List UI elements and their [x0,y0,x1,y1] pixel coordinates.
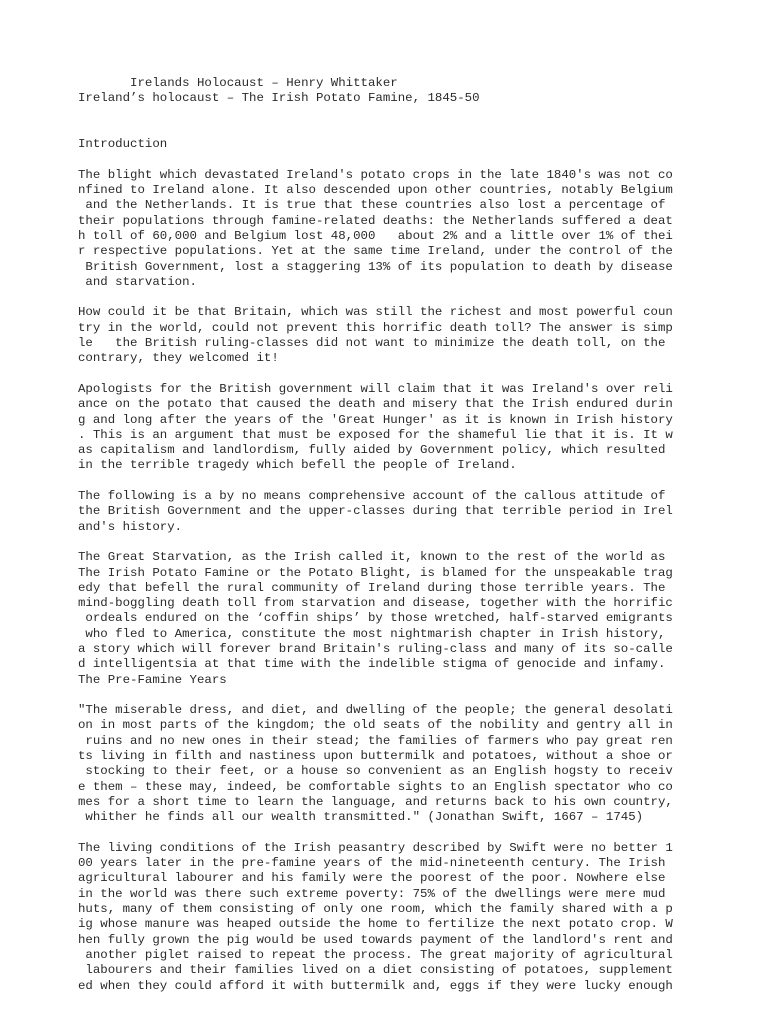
text-line: in the terrible tragedy which befell the people of Ireland. [78,458,517,473]
text-line: d intelligentsia at that time with the indelible stigma of genocide and infamy. [78,657,666,672]
paragraph [78,382,698,474]
text-line: le the British ruling-classes did not want to minimize the death toll, on the [78,336,666,351]
text-line: ig whose manure was heaped outside the home to fertilize the next potato crop. W [78,917,673,932]
text-line: on in most parts of the kingdom; the old seats of the nobility and gentry all in [78,718,673,733]
paragraph [78,168,698,290]
text-line: try in the world, could not prevent this horrific death toll? The answer is simp [78,320,673,335]
text-line: and's history. [78,519,183,534]
blank-line [78,152,698,167]
text-line: How could it be that Britain, which was still the richest and most powerful coun [78,305,673,320]
text-line: and starvation. [78,274,197,289]
blank-line [78,122,698,137]
paragraph-spacer [78,826,698,841]
text-line: mind-boggling death toll from starvation and disease, together with the horrific [78,596,673,611]
document-body [78,168,698,994]
text-line: a story which will forever brand Britain's ruling-class and many of its so-calle [78,641,673,656]
text-line: 00 years later in the pre-famine years of the mid-nineteenth century. The Irish [78,856,666,871]
document-title: Irelands Holocaust – Henry Whittaker [78,76,398,90]
paragraph [78,305,698,366]
text-line: their populations through famine-related deaths: the Netherlands suffered a deat [78,213,673,228]
paragraph-spacer [78,367,698,382]
text-line: The Great Starvation, as the Irish called it, known to the rest of the world as [78,550,666,565]
text-line: The living conditions of the Irish peasantry described by Swift were no better 1 [78,840,673,855]
text-line: The Pre-Famine Years [78,672,227,687]
text-line: g and long after the years of the 'Great Hunger' as it is known in Irish history [78,412,673,427]
text-line: another piglet raised to repeat the process. The great majority of agricultural [78,947,673,962]
text-line: r respective populations. Yet at the same time Ireland, under the control of the [78,244,673,259]
text-line: h toll of 60,000 and Belgium lost 48,000 about 2% and a little over 1% of thei [78,228,673,243]
text-line: whither he finds all our wealth transmitted." (Jonathan Swift, 1667 – 1745) [78,810,644,825]
paragraph-spacer [78,290,698,305]
text-line: mes for a short time to learn the language, and returns back to his own country, [78,794,673,809]
paragraph-spacer [78,535,698,550]
text-line: The following is a by no means comprehensive account of the callous attitude of [78,489,666,504]
paragraph [78,703,698,825]
text-line: The Irish Potato Famine or the Potato Blight, is blamed for the unspeakable trag [78,565,673,580]
section-title: Introduction [78,137,168,152]
text-line: edy that befell the rural community of Ireland during those terrible years. The [78,580,666,595]
document-subtitle: Ireland’s holocaust – The Irish Potato Famine, 1845-50 [78,91,480,106]
text-line: huts, many of them consisting of only one room, which the family shared with a p [78,902,673,917]
text-line: labourers and their families lived on a diet consisting of potatoes, supplement [78,963,673,978]
text-line: contrary, they welcomed it! [78,351,279,366]
text-line: nfined to Ireland alone. It also descended upon other countries, notably Belgium [78,183,673,198]
text-line: ruins and no new ones in their stead; the families of farmers who pay great ren [78,733,673,748]
text-line: ordeals endured on the ‘coffin ships’ by those wretched, half-starved emigrants [78,611,673,626]
text-line: the British Government and the upper-classes during that terrible period in Irel [78,504,673,519]
document-page [78,76,698,994]
text-line: Apologists for the British government will claim that it was Ireland's over reli [78,381,673,396]
text-line: ance on the potato that caused the death and misery that the Irish endured durin [78,397,673,412]
text-line: stocking to their feet, or a house so convenient as an English hogsty to receiv [78,764,673,779]
text-line: and the Netherlands. It is true that these countries also lost a percentage of [78,198,666,213]
text-line: who fled to America, constitute the most nightmarish chapter in Irish history, [78,626,666,641]
text-line: British Government, lost a staggering 13% of its population to death by disease [78,259,673,274]
document-heading [78,76,698,107]
paragraph-spacer [78,688,698,703]
paragraph-spacer [78,474,698,489]
text-line: e them – these may, indeed, be comfortable sights to an English spectator who co [78,779,673,794]
text-line: The blight which devastated Ireland's potato crops in the late 1840's was not co [78,167,673,182]
text-line: in the world was there such extreme poverty: 75% of the dwellings were mere mud [78,886,666,901]
text-line: agricultural labourer and his family were the poorest of the poor. Nowhere else [78,871,666,886]
text-line: as capitalism and landlordism, fully aided by Government policy, which resulted [78,443,666,458]
text-line: hen fully grown the pig would be used towards payment of the landlord's rent and [78,932,673,947]
paragraph [78,489,698,535]
text-line: ts living in filth and nastiness upon buttermilk and potatoes, without a shoe or [78,749,673,764]
text-line: . This is an argument that must be exposed for the shameful lie that it is. It w [78,427,673,442]
text-line: ed when they could afford it with buttermilk and, eggs if they were lucky enough [78,978,673,993]
paragraph [78,550,698,688]
blank-line [78,107,698,122]
text-line: "The miserable dress, and diet, and dwelling of the people; the general desolati [78,703,673,718]
paragraph [78,841,698,994]
